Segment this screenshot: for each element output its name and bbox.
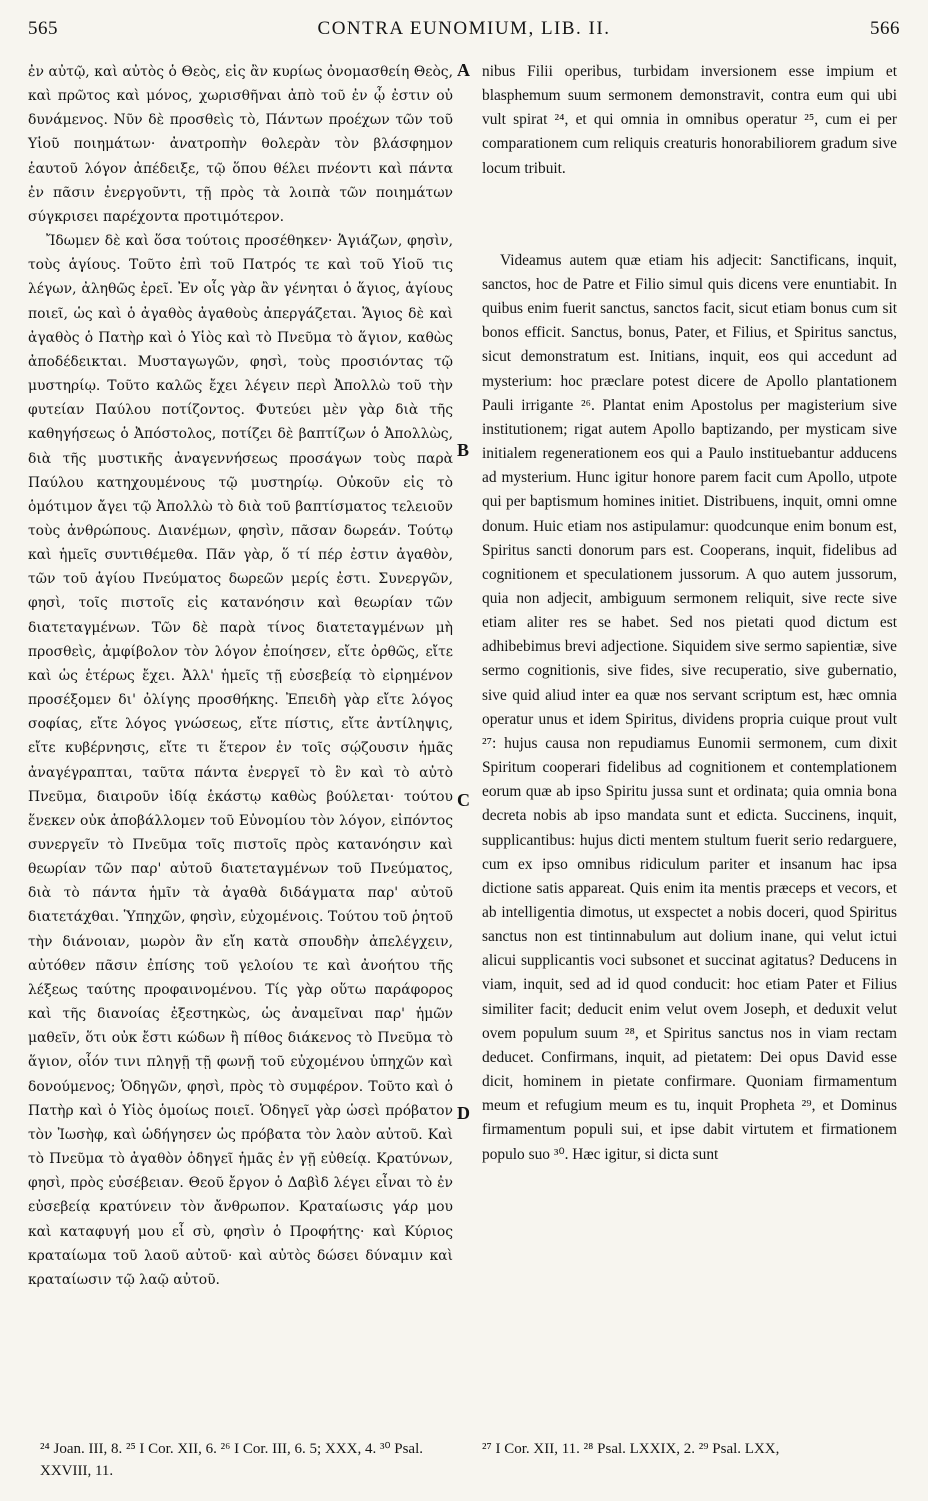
latin-column bbox=[482, 60, 897, 1167]
section-marker-b: B bbox=[457, 440, 470, 460]
running-title: CONTRA EUNOMIUM, LIB. II. bbox=[317, 18, 611, 39]
section-marker-d: D bbox=[457, 1103, 470, 1123]
page-number-left: 565 bbox=[28, 18, 58, 39]
greek-column bbox=[28, 60, 453, 1292]
section-marker-c: C bbox=[457, 790, 470, 810]
paragraph-gap bbox=[482, 181, 897, 249]
footnotes-left: ²⁴ Joan. III, 8. ²⁵ I Cor. XII, 6. ²⁶ I Cor. III, 6. 5; XXX, 4. ³⁰ Psal. XXVIII, 11. bbox=[40, 1441, 423, 1479]
page-header bbox=[28, 18, 900, 48]
page-number-right: 566 bbox=[870, 18, 900, 39]
section-marker-a: A bbox=[457, 60, 470, 80]
latin-paragraph: nibus Filii operibus, turbidam inversionem esse impium et blasphemum suum sermonem demonstravit, contra eum qui ubi vult spirat ²⁴, et qui omnia in omnibus operatur ²⁵, cum ei per comparationem cum reliquis creaturis honorabiliorem gradum sive locum tribuit. bbox=[482, 63, 897, 177]
latin-paragraph: Videamus autem quæ etiam his adjecit: Sanctificans, inquit, sanctos, hoc de Patre et Filio simul quis dicens vere enuntiabit. In quibus enim fuerit sanctus, sanctos facit, sicut etiam bonus cum sit bonos efficit. Sanctus, bonus, Pater, et Filius, et Spiritus sanctus, sicut demonstratum est. Initians, inquit, eos qui accedunt ad mysterium: hoc præclare potest dicere de Apollo plantationem Pauli irrigante ²⁶. Plantat enim Apostolus per magisterium sive institutionem; rigat autem Apollo baptizando, per mysticam sive initialem regenerationem eos qui a Paulo instituebantur adducens ad mysterium. Hunc igitur honore parem facit cum Apollo, utpote qui per baptismum homines initiet. Distribuens, inquit, omni omne donum. Huic etiam nos astipulamur: quodcunque enim bonum est, Spiritus sancti donorum pars est. Cooperans, inquit, fidelibus ad cognitionem et speculationem jussorum. A quo autem jussorum, quia non adjecit, ambiguum sermonem reliquit, sive recte sive etiam aliter res se habet. Sed nos pietati quod dictum est adhibebimus brevi adjectione. Siquidem sive sermo sapientiæ, sive sermo cognitionis, sive fides, sive recuperatio, sive gubernatio, sive quid aliud inter ea quæ nos servant scriptum est, hæc omnia operatur unus et idem Spiritus, dividens propria cuique prout vult ²⁷: hujus causa non repudiamus Eunomii sermonem, cum dixit Spiritum cooperari fidelibus ad cognitionem et contemplationem eorum quæ ab ipso Spiritu jussa sunt et ordinata; quia omnia bona decreta nobis ab ipso mandata sunt et edicta. Succinens, inquit, supplicantibus: hujus dicti mentem stultum fuerit serio redarguere, cum ex ipso omnibus ridiculum pariter et insanum hac ipsa dictione satis appareat. Quis enim ita mentis præceps et vecors, et ab intelligentia dimotus, ut exspectet a nobis doceri, quod Spiritus sanctus non est tintinnabulum aut dolium inane, qui velut ictui alicui supplicantis voci subsonet et succinat agitatus? Deducens in viam, inquit, sed ad id quod conducit: hoc etiam Pater et Filius similiter facit; deducit enim velut ovem Joseph, et deduxit velut ovem populum suum ²⁸, et Spiritus sanctus nos in viam rectam deducet. Confirmans, inquit, ad pietatem: Dei opus David esse dicit, hominem in pietate confirmare. Quoniam firmamentum meum et refugium meum es tu, inquit Propheta ²⁹, et Dominus firmamentum populi sui, et ipse dabit virtutem et firmationem populo suo ³⁰. Hæc igitur, si dicta sunt bbox=[482, 251, 897, 1163]
greek-paragraph: Ἴδωμεν δὲ καὶ ὅσα τούτοις προσέθηκεν· Ἁγιάζων, φησὶν, τοὺς ἁγίους. Τοῦτο ἐπὶ τοῦ Πατρός τε καὶ τοῦ Υἱοῦ τις λέγων, ἀληθῶς ἐρεῖ. Ἐν οἷς γὰρ ἂν γένηται ὁ ἅγιος, ἁγίους ποιεῖ, ὡς καὶ ὁ ἀγαθὸς ἀγαθοὺς ἀπεργάζεται. Ἅγιος δὲ καὶ ἀγαθὸς ὁ Πατὴρ καὶ ὁ Υἱὸς καὶ τὸ Πνεῦμα τὸ ἅγιον, καθὼς ἀποδέδεικται. Μυσταγωγῶν, φησὶ, τοὺς προσιόντας τῷ μυστηρίῳ. Τοῦτο καλῶς ἔχει λέγειν περὶ Ἀπολλὼ τοῦ τὴν φυτείαν Παύλου ποτίζοντος. Φυτεύει μὲν γὰρ διὰ τῆς καθηγήσεως ὁ Ἀπόστολος, ποτίζει δὲ βαπτίζων ὁ Ἀπολλὼς, διὰ τῆς μυστικῆς ἀναγεννήσεως προσάγων τοὺς παρὰ Παύλου κατηχουμένους τῷ μυστηρίῳ. Οὐκοῦν εἰς τὸ ὁμότιμον ἄγει τῷ Ἀπολλὼ τὸ διὰ τοῦ βαπτίσματος τελειοῦν τοὺς ἀνθρώπους. Διανέμων, φησὶν, πᾶσαν δωρεάν. Τούτῳ καὶ ἡμεῖς συντιθέμεθα. Πᾶν γὰρ, ὅ τί πέρ ἐστιν ἀγαθὸν, τῶν τοῦ ἁγίου Πνεύματος δωρεῶν μερίς ἐστι. Συνεργῶν, φησὶ, τοῖς πιστοῖς εἰς κατανόησιν καὶ θεωρίαν τῶν διατεταγμένων. Τῶν δὲ παρὰ τίνος διατεταγμένων μὴ προσθεὶς, ἀμφίβολον τὸν λόγον ἐποίησεν, εἴτε ὀρθῶς, εἴτε καὶ ὡς ἑτέρως ἔχει. Ἀλλ' ἡμεῖς τῇ εὐσεβείᾳ τὸ εἰρημένον προσέξομεν δι' ὀλίγης προσθήκης. Ἐπειδὴ γὰρ εἴτε λόγος σοφίας, εἴτε λόγος γνώσεως, εἴτε πίστις, εἴτε ἀντίληψις, εἴτε κυβέρνησις, εἴτε τι ἕτερον ἐν τοῖς σῴζουσιν ἡμᾶς ἀναγέγραπται, ταῦτα πάντα ἐνεργεῖ τὸ ἓν καὶ τὸ αὐτὸ Πνεῦμα, διαιροῦν ἰδίᾳ ἑκάστῳ καθὼς βούλεται· τούτου ἕνεκεν οὐκ ἀποβάλλομεν τοῦ Εὐνομίου τὸν λόγον, εἰπόντος συνεργεῖν τὸ Πνεῦμα τοῖς πιστοῖς πρὸς κατανόησιν καὶ θεωρίαν τῶν παρ' αὐτοῦ διατεταγμένων τοῦ Πνεύματος, διὰ τὸ πάντα ἡμῖν τὰ ἀγαθὰ διδάγματα παρ' αὐτοῦ διατετάχθαι. Ὑπηχῶν, φησὶν, εὐχομένοις. Τούτου τοῦ ῥητοῦ τὴν διάνοιαν, μωρὸν ἂν εἴη κατὰ σπουδὴν ἀπελέγχειν, αὐτόθεν πᾶσιν ἐπίσης τοῦ γελοίου τε καὶ ἀνοήτου τῆς λέξεως ταύτης προφαινομένου. Τίς γὰρ οὕτω παράφορος καὶ τῆς διανοίας ἐξεστηκὼς, ὡς ἀναμεῖναι παρ' ἡμῶν μαθεῖν, ὅτι οὐκ ἔστι κώδων ἢ πίθος διάκενος τὸ Πνεῦμα τὸ ἅγιον, οἷόν τινι πληγῇ τῇ φωνῇ τοῦ εὐχομένου ὑπηχῶν καὶ δονούμενος; Ὁδηγῶν, φησὶ, πρὸς τὸ συμφέρον. Τοῦτο καὶ ὁ Πατὴρ καὶ ὁ Υἱὸς ὁμοίως ποιεῖ. Ὁδηγεῖ γὰρ ὡσεὶ πρόβατον τὸν Ἰωσὴφ, καὶ ὡδήγησεν ὡς πρόβατα τὸν λαὸν αὐτοῦ. Καὶ τὸ Πνεῦμα τὸ ἀγαθὸν ὁδηγεῖ ἡμᾶς ἐν γῇ εὐθείᾳ. Κρατύνων, φησὶ, πρὸς εὐσέβειαν. Θεοῦ ἔργον ὁ Δαβὶδ λέγει εἶναι τὸ ἐν εὐσεβείᾳ κρατύνειν τὸν ἄνθρωπον. Κραταίωσις γάρ μου καὶ καταφυγή μου εἶ σὺ, φησὶν ὁ Προφήτης· καὶ Κύριος κραταίωμα τοῦ λαοῦ αὐτοῦ· καὶ αὐτὸς δώσει δύναμιν καὶ κραταίωσιν τῷ λαῷ αὐτοῦ. bbox=[28, 233, 453, 1288]
greek-paragraph: ἐν αὐτῷ, καὶ αὐτὸς ὁ Θεὸς, εἰς ἂν κυρίως ὀνομασθείη Θεὸς, καὶ πρῶτος καὶ μόνος, χωρισθῆναι ἀπὸ τοῦ ἐν ᾧ ἐστιν οὐ δυνάμενος. Νῦν δὲ προσθεὶς τὸ, Πάντων προέχων τῶν τοῦ Υἱοῦ ποιημάτων· ἀνατροπὴν θολερὰν τὸν βλάσφημον ἑαυτοῦ λόγον ἀπέδειξε, τῷ ὅπου θέλει πνέοντι καὶ πάντα ἐν πᾶσιν ἐνεργοῦντι, τῇ πρὸς τὰ λοιπὰ τῶν ποιημάτων σύγκρισει παρέχοντα προτιμότερον. bbox=[28, 64, 453, 225]
footnotes-right: ²⁷ I Cor. XII, 11. ²⁸ Psal. LXXIX, 2. ²⁹ Psal. LXX, bbox=[482, 1441, 780, 1457]
